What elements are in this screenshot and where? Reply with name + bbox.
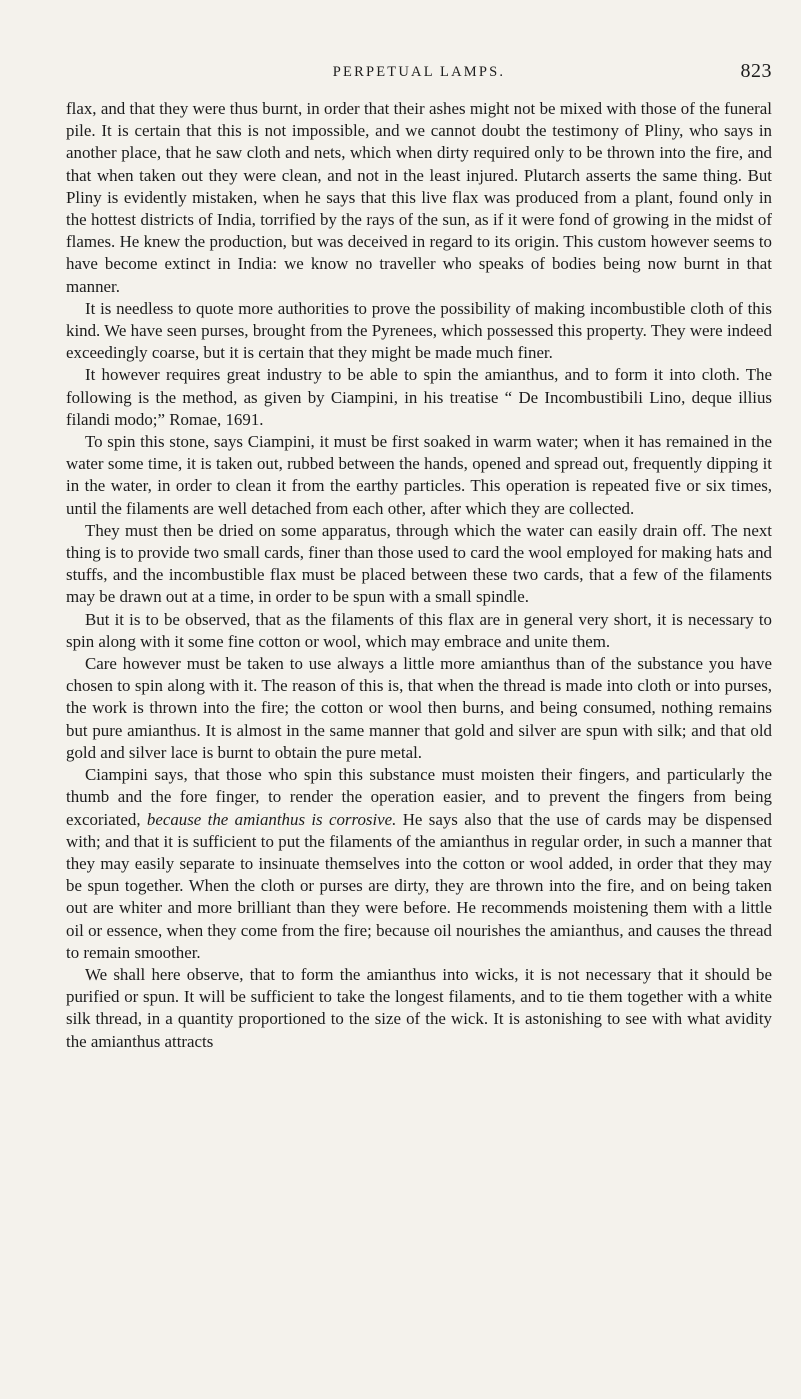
paragraph-text: Ciampini says, that those who spin this substance must moisten their fingers, and particularly the thumb and the fore finger, to render the operation easier, and to prevent the fingers from being excoriated,	[66, 765, 772, 829]
paragraph: It is needless to quote more authorities to prove the possibility of making incombustible cloth of this kind. We have seen purses, brought from the Pyrenees, which possessed this property. They were indeed exceedingly coarse, but it is certain that they might be made much finer.	[66, 298, 772, 363]
paragraph: Care however must be taken to use always a little more amianthus than of the substance you have chosen to spin along with it. The reason of this is, that when the thread is made into cloth or into purses, the work is thrown into the fire; the cotton or wool then burns, and being consumed, nothing remains but pure amianthus. It is almost in the same manner that gold and silver are spun with silk; and that old gold and silver lace is burnt to obtain the pure metal.	[66, 654, 772, 762]
paragraph: flax, and that they were thus burnt, in order that their ashes might not be mixed with those of the funeral pile. It is certain that this is not impossible, and we cannot doubt the testimony of Pliny, who says in another place, that he saw cloth and nets, which when dirty required only to be thrown into the fire, and that when taken out they were clean, and not in the least injured. Plutarch asserts the same thing. But Pliny is evidently mistaken, when he says that this live flax was produced from a plant, found only in the hottest districts of India, torrified by the rays of the sun, as if it were fond of growing in the midst of flames. He knew the production, but was deceived in regard to its origin. This custom however seems to have become extinct in India: we know no traveller who speaks of bodies being now burnt in that manner.	[66, 99, 772, 296]
paragraph: But it is to be observed, that as the filaments of this flax are in general very short, it is necessary to spin along with it some fine cotton or wool, which may embrace and unite them.	[66, 609, 772, 651]
paragraph: To spin this stone, says Ciampini, it must be first soaked in warm water; when it has remained in the water some time, it is taken out, rubbed between the hands, opened and spread out, frequently dipping it in the water, in order to clean it from the earthy particles. This operation is repeated five or six times, until the filaments are well detached from each other, after which they are collected.	[66, 432, 772, 518]
running-title: PERPETUAL LAMPS.	[332, 64, 506, 80]
italic-phrase: because the amianthus is corrosive.	[146, 809, 397, 829]
running-head	[66, 60, 772, 84]
paragraph: We shall here observe, that to form the amianthus into wicks, it is not necessary that it should be purified or spun. It will be sufficient to take the longest filaments, and to tie them together with a white silk thread, in a quantity proportioned to the size of the wick. It is astonishing to see with what avidity the amianthus attracts	[66, 964, 772, 1051]
page-number: 823	[740, 60, 772, 82]
paragraph: They must then be dried on some apparatus, through which the water can easily drain off. The next thing is to provide two small cards, finer than those used to card the wool employed for making hats and stuffs, and the incombustible flax must be placed between these two cards, that a few of the filaments may be drawn out at a time, in order to be spun with a small spindle.	[66, 520, 772, 607]
paragraph-text: He says also that the use of cards may be dispensed with; and that it is sufficient to put the filaments of the amianthus in regular order, in such a manner that they may easily separate to insinuate themselves into the cotton or wool added, in order that they may be spun together. When the cloth or purses are dirty, they are thrown into the fire, and on being taken out are whiter and more brilliant than they were before. He recommends moistening them with a little oil or essence, when they come from the fire; because oil nourishes the amianthus, and causes the thread to remain smoother.	[66, 809, 773, 962]
paragraph	[66, 764, 772, 964]
body-text	[66, 98, 772, 1053]
paragraph: It however requires great industry to be able to spin the amianthus, and to form it into cloth. The following is the method, as given by Ciampini, in his treatise “ De Incombustibili Lino, deque illius filandi modo;” Romae, 1691.	[66, 365, 772, 429]
